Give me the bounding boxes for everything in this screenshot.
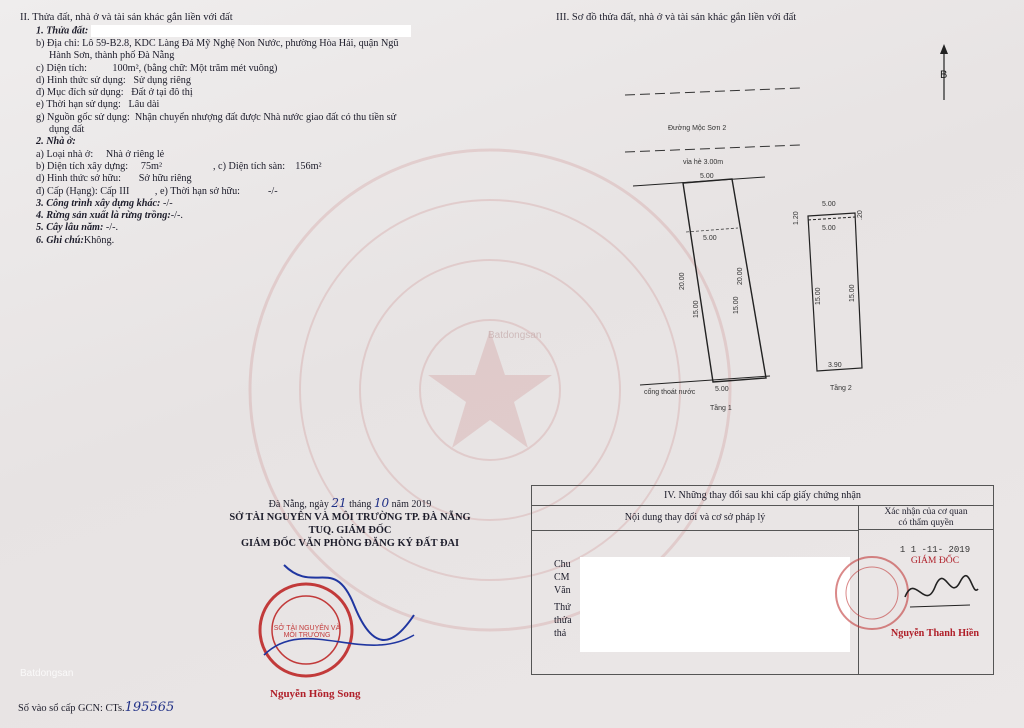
floor2-label: Tầng 2 [830, 385, 852, 392]
house-heading: 2. Nhà ở: [36, 136, 76, 148]
floor2-bottom-width: 3.90 [828, 362, 842, 369]
own-term-value: -/- [268, 185, 278, 197]
date-year: năm 2019 [391, 499, 432, 510]
gcn-label: Số vào sổ cấp GCN: CTs. [18, 703, 125, 714]
ownership-value: Sở hữu riêng [138, 173, 192, 185]
signer-role: GIÁM ĐỐC VĂN PHÒNG ĐĂNG KÝ ĐẤT ĐAI [240, 538, 460, 549]
section-3-title: III. Sơ đồ thửa đất, nhà ở và tài sản khác gắn liền với đất [556, 12, 797, 23]
floor-area-value: 156m² [295, 160, 322, 172]
partial-row-4: Thứ [554, 602, 571, 613]
forest-label: 4. Rừng sản xuất là rừng trồng: [36, 210, 171, 222]
section-land-info [20, 12, 510, 247]
approval-name: Nguyễn Thanh Hiền [890, 628, 980, 639]
date-month-label: tháng [349, 499, 372, 510]
partial-row-2: CM [554, 572, 570, 583]
grade-label: đ) Cấp (Hạng): [36, 185, 98, 197]
partial-row-1: Chu [554, 559, 571, 570]
floor1-left-length: 20.00 [679, 272, 686, 290]
use-form-value: Sử dụng riêng [133, 74, 191, 86]
section-4-title: IV. Những thay đổi sau khi cấp giấy chứng nhận [532, 486, 993, 506]
area-label: c) Diện tích: [36, 62, 87, 74]
signature-block [180, 497, 520, 550]
land-heading-text: 1. Thửa đất: [36, 25, 89, 37]
floor-area-label: , c) Diện tích sàn: [212, 160, 286, 172]
redacted-block [91, 25, 411, 37]
purpose-label: đ) Mục đích sử dụng: [36, 87, 124, 99]
col-approval-header [859, 505, 993, 530]
term-label: e) Thời hạn sử dụng: [36, 99, 121, 111]
watermark-logo-text: Batdongsan [20, 668, 74, 679]
address-line1: Lô 59-B2.8, KDC Làng Đá Mỹ Nghệ Non Nước, phường Hòa Hải, quận Ngũ [82, 37, 399, 49]
own-term-label: , e) Thời hạn sở hữu: [154, 185, 240, 197]
forest-value: -/-. [170, 210, 183, 222]
sidewalk-label: vỉa hè 3.00m [683, 159, 724, 166]
tuq-title: TUQ. GIÁM ĐỐC [308, 525, 392, 536]
floor2-setback-left: 1.20 [793, 211, 800, 225]
gcn-number-line [18, 700, 174, 715]
ownership-label: d) Hình thức sở hữu: [36, 173, 121, 185]
floor1-right-inner: 15.00 [733, 296, 740, 314]
origin-label: g) Nguồn gốc sử dụng: [36, 111, 130, 123]
note-label: 6. Ghi chú: [36, 234, 84, 246]
site-plan-diagram [600, 80, 900, 420]
col-approval-line1: Xác nhận của cơ quan [884, 507, 968, 517]
signer-name: Nguyễn Hồng Song [270, 688, 361, 700]
sign-date [180, 497, 520, 511]
use-form-label: d) Hình thức sử dụng: [36, 74, 126, 86]
origin-line1: Nhận chuyển nhượng đất được Nhà nước giao đất có thu tiền sử [134, 111, 397, 123]
partial-row-5: thửa [554, 615, 572, 626]
floor1-left-inner: 15.00 [693, 300, 700, 318]
floor1-bottom-width: 5.00 [715, 386, 729, 393]
date-day: 21 [331, 496, 347, 510]
col-changes-header: Nội dung thay đổi và cơ sở pháp lý [532, 505, 859, 531]
road-label: Đường Mộc Sơn 2 [668, 125, 727, 132]
floor2-setback-right: .20 [857, 210, 864, 220]
other-works-value: -/- [162, 197, 173, 209]
floor2-right-length: 15.00 [849, 284, 856, 302]
grade-value: Cấp III [100, 185, 130, 197]
approval-role: GIÁM ĐỐC [910, 555, 960, 566]
approval-signature [900, 567, 980, 617]
land-heading [20, 25, 510, 38]
address-label: b) Địa chỉ: [36, 37, 80, 49]
approval-stamp-block [880, 545, 990, 639]
house-type-label: a) Loại nhà ở: [36, 148, 94, 160]
floor2-left-length: 15.00 [815, 287, 822, 305]
drain-label: cống thoát nước [644, 389, 696, 396]
redacted-change-details [580, 557, 850, 652]
address-line2: Hành Sơn, thành phố Đà Nẵng [49, 50, 175, 62]
north-arrow-icon [934, 44, 954, 102]
north-label: B [940, 69, 948, 81]
purpose-value: Đất ở tại đô thị [131, 87, 193, 99]
floor2-top-width: 5.00 [822, 201, 836, 208]
date-month: 10 [373, 496, 390, 510]
watermark-center-text: Batdongsan [488, 330, 542, 341]
stamp-text: SỞ TÀI NGUYÊN VÀ MÔI TRƯỜNG [273, 625, 341, 639]
section-2-title: II. Thửa đất, nhà ở và tài sản khác gắn liền với đất [20, 12, 233, 23]
build-area-value: 75m² [140, 160, 163, 172]
approval-date: 1 1 -11- 2019 [899, 545, 971, 555]
floor2-inner-width: 5.00 [822, 225, 836, 232]
floor1-top-width: 5.00 [700, 173, 714, 180]
origin-line2: dụng đất [49, 124, 85, 136]
term-value: Lâu dài [128, 99, 160, 111]
floor1-label: Tầng 1 [710, 405, 732, 412]
note-value: Không. [83, 234, 115, 246]
house-type-value: Nhà ở riêng lẻ [105, 148, 165, 160]
partial-row-3: Văn [554, 585, 571, 596]
date-prefix: Đà Nẵng, ngày [268, 499, 329, 510]
gcn-number: 195565 [124, 700, 175, 715]
trees-value: -/-. [105, 222, 119, 234]
col-approval-line2: có thẩm quyền [898, 518, 954, 528]
floor1-right-length: 20.00 [737, 267, 744, 285]
trees-label: 5. Cây lâu năm: [36, 222, 104, 234]
area-value: 100m², (bằng chữ: Một trăm mét vuông) [112, 62, 278, 74]
floor1-inner-width: 5.00 [703, 235, 717, 242]
partial-row-6: thả [554, 628, 567, 639]
other-works-label: 3. Công trình xây dựng khác: [36, 197, 161, 209]
build-area-label: b) Diện tích xây dựng: [36, 160, 129, 172]
issuing-org: SỞ TÀI NGUYÊN VÀ MÔI TRƯỜNG TP. ĐÀ NẴNG [229, 512, 471, 523]
